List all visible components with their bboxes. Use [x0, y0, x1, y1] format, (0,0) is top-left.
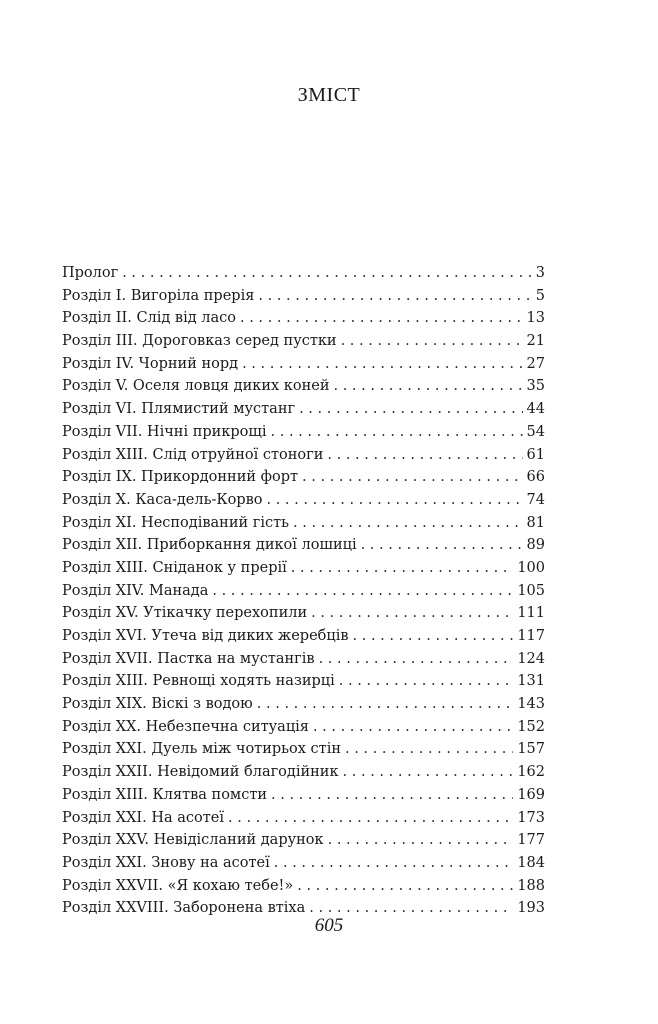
toc-entry-page: 117 [517, 628, 545, 644]
toc-entry [62, 580, 545, 603]
toc-entry [62, 625, 545, 648]
toc-entry [62, 512, 545, 535]
toc-entry-page: 169 [517, 786, 545, 803]
toc-entry [62, 466, 545, 489]
toc-entry-page: 44 [526, 401, 545, 418]
toc-dot-leader [334, 375, 523, 398]
toc-entry-page: 143 [517, 696, 545, 713]
page-title: ЗМІСТ [297, 84, 361, 106]
toc-dot-leader [258, 285, 531, 308]
toc-dot-leader [361, 534, 523, 557]
toc-entry-title: Розділ XIV. Манада [62, 582, 209, 599]
toc-entry-title: Розділ XIII. Клятва помсти [62, 786, 268, 803]
toc-dot-leader [341, 330, 523, 353]
toc-entry [62, 738, 545, 761]
toc-entry [62, 670, 545, 693]
toc-dot-leader [311, 602, 513, 625]
toc-entry [62, 761, 545, 784]
toc-dot-leader [242, 353, 522, 376]
toc-dot-leader [345, 738, 513, 761]
toc-entry-page: 157 [517, 741, 545, 758]
toc-entry-page: 131 [517, 673, 545, 690]
toc-entry-title: Розділ XIII. Ревнощі ходять назирці [62, 673, 335, 690]
toc-dot-leader [353, 625, 514, 648]
toc-entry [62, 444, 545, 467]
toc-entry-page: 66 [526, 469, 545, 486]
toc-entry-title: Розділ V. Оселя ловця диких коней [62, 378, 330, 395]
toc-entry-title: Розділ XXII. Невідомий благодійник [62, 764, 339, 781]
toc-entry-title: Розділ IV. Чорний норд [62, 355, 239, 372]
table-of-contents [62, 262, 545, 920]
toc-entry-title: Розділ XVII. Пастка на мустангів [62, 650, 315, 667]
toc-dot-leader [297, 875, 513, 898]
toc-dot-leader [291, 557, 514, 580]
toc-dot-leader [327, 444, 522, 467]
toc-entry [62, 285, 545, 308]
toc-dot-leader [271, 421, 523, 444]
toc-entry-page: 177 [517, 832, 545, 849]
toc-entry-page: 193 [517, 900, 545, 917]
toc-entry-page: 27 [526, 355, 545, 372]
toc-dot-leader [328, 829, 514, 852]
toc-entry-title: Розділ XX. Небезпечна ситуація [62, 718, 309, 735]
toc-entry-title: Розділ III. Дороговказ серед пустки [62, 333, 337, 350]
toc-entry-title: Розділ X. Каса-дель-Корво [62, 491, 263, 508]
toc-entry-page: 54 [526, 423, 545, 440]
toc-dot-leader [339, 670, 514, 693]
toc-entry-page: 124 [517, 650, 545, 667]
toc-entry [62, 489, 545, 512]
toc-entry-page: 184 [517, 854, 545, 871]
toc-entry-page: 81 [526, 514, 545, 531]
toc-entry-page: 162 [517, 764, 545, 781]
toc-dot-leader [274, 852, 514, 875]
toc-entry-title: Розділ XVI. Утеча від диких жеребців [62, 628, 349, 644]
toc-entry-page: 188 [517, 877, 545, 894]
toc-entry-title: Розділ XIII. Сніданок у прерії [62, 559, 287, 576]
toc-entry-title: Розділ XIII. Слід отруйної стоноги [62, 446, 324, 463]
toc-entry-page: 21 [526, 333, 545, 350]
toc-entry-page: 105 [517, 582, 545, 599]
page-number: 605 [314, 915, 344, 936]
toc-dot-leader [267, 489, 523, 512]
toc-entry-page: 100 [517, 559, 545, 576]
toc-entry-title: Розділ XII. Приборкання дикої лошиці [62, 537, 357, 554]
toc-entry-title: Розділ VII. Нічні прикрощі [62, 423, 267, 440]
toc-entry [62, 693, 545, 716]
toc-entry-page: 152 [517, 718, 545, 735]
toc-entry [62, 534, 545, 557]
toc-entry [62, 648, 545, 671]
toc-dot-leader [302, 466, 523, 489]
toc-entry [62, 807, 545, 830]
toc-entry-title: Розділ XIX. Віскі з водою [62, 696, 253, 713]
toc-entry-page: 89 [526, 537, 545, 554]
toc-entry [62, 307, 545, 330]
toc-entry-page: 13 [526, 310, 545, 327]
toc-entry [62, 557, 545, 580]
toc-entry-title: Розділ XXI. Знову на асотеї [62, 854, 270, 871]
toc-entry [62, 716, 545, 739]
toc-entry-title: Розділ XXV. Невідісланий дарунок [62, 832, 324, 849]
toc-entry-page: 74 [526, 491, 545, 508]
toc-entry [62, 829, 545, 852]
toc-entry-title: Розділ XI. Несподіваний гість [62, 514, 290, 531]
toc-dot-leader [271, 784, 513, 807]
toc-entry [62, 353, 545, 376]
toc-entry [62, 852, 545, 875]
toc-dot-leader [212, 580, 513, 603]
toc-dot-leader [240, 307, 523, 330]
toc-entry-title: Розділ XV. Утікачку перехопили [62, 605, 308, 622]
toc-entry [62, 262, 545, 285]
toc-entry [62, 875, 545, 898]
toc-entry [62, 375, 545, 398]
toc-dot-leader [122, 262, 532, 285]
toc-entry-title: Пролог [62, 265, 119, 281]
toc-entry-page: 111 [517, 605, 545, 622]
toc-dot-leader [343, 761, 514, 784]
toc-entry [62, 602, 545, 625]
toc-entry-title: Розділ IX. Прикордонний форт [62, 469, 299, 486]
toc-entry-page: 3 [535, 265, 545, 281]
toc-dot-leader [257, 693, 514, 716]
toc-entry-title: Розділ XXI. На асотеї [62, 809, 225, 826]
toc-entry-title: Розділ XXI. Дуель між чотирьох стін [62, 741, 341, 758]
toc-entry [62, 421, 545, 444]
toc-dot-leader [319, 648, 514, 671]
toc-entry [62, 398, 545, 421]
toc-dot-leader [299, 398, 522, 421]
toc-entry-page: 5 [535, 287, 545, 304]
toc-dot-leader [293, 512, 523, 535]
toc-entry-title: Розділ I. Вигоріла прерія [62, 287, 255, 304]
toc-entry-page: 35 [526, 378, 545, 395]
toc-entry [62, 784, 545, 807]
toc-dot-leader [228, 807, 513, 830]
toc-entry [62, 330, 545, 353]
toc-dot-leader [313, 716, 513, 739]
toc-entry-title: Розділ VI. Плямистий мустанг [62, 401, 296, 418]
toc-entry-title: Розділ XXVII. «Я кохаю тебе!» [62, 877, 294, 894]
toc-entry-title: Розділ II. Слід від ласо [62, 310, 236, 327]
toc-entry-page: 61 [526, 446, 545, 463]
toc-entry-page: 173 [517, 809, 545, 826]
toc-entry-title: Розділ XXVIII. Заборонена втіха [62, 900, 306, 917]
